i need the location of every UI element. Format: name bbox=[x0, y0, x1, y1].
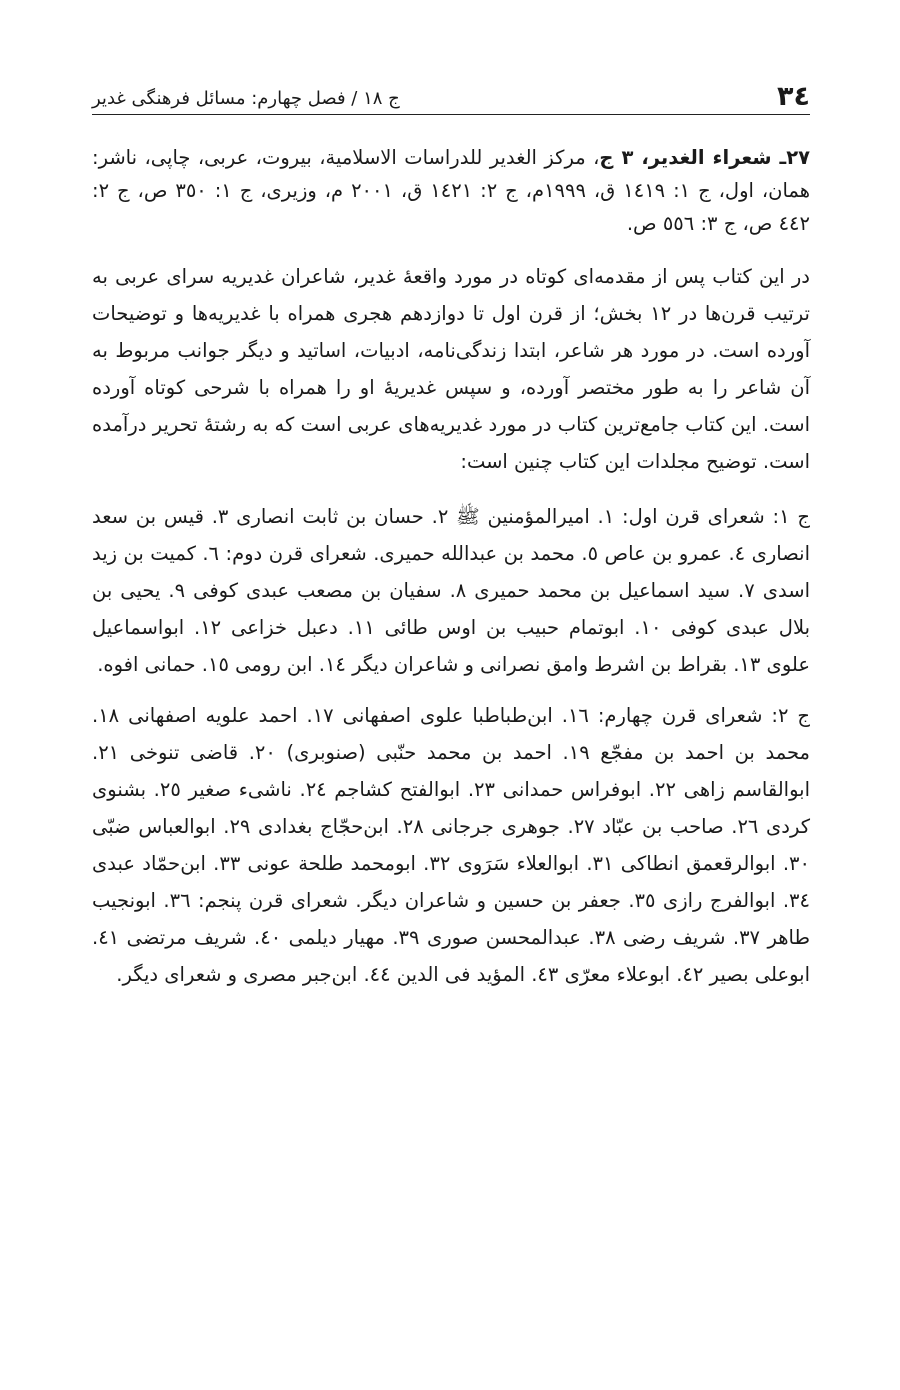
book-page bbox=[92, 60, 810, 993]
running-head: ج ١٨ / فصل چهارم: مسائل فرهنگی غدیر bbox=[92, 88, 400, 109]
volume-1-paragraph: ج ١: شعرای قرن اول: ١. امیرالمؤمنین ﷺ ٢. حسان بن ثابت انصاری ٣. قیس بن سعد انصاری ٤. عمرو بن عاص ٥. محمد بن عبدالله حمیری. شعرای قرن دوم: ٦. کمیت بن زید اسدی ٧. سید اسماعیل بن محمد حمیری ٨. سفیان بن مصعب عبدی کوفی ٩. یحیی بن بلال عبدی کوفی ١٠. ابوتمام حبیب بن اوس طائی ١١. دعبل خزاعی ١٢. ابواسماعیل علوی ١٣. بقراط بن اشرط وامق نصرانی و شاعران دیگر ١٤. ابن رومی ١٥. حمانی افوه. bbox=[92, 505, 811, 676]
paragraph-gap bbox=[92, 480, 810, 498]
page-number: ٣٤ bbox=[777, 81, 810, 112]
description-paragraph: در این کتاب پس از مقدمه‌ای کوتاه در مورد واقعهٔ غدیر، شاعران غدیریه سرای عربی به ترتیب قرن‌ها در ١٢ بخش؛ از قرن اول تا دوازدهم هجری همراه با غدیریه‌ها و توضیحات آورده است. در مورد هر شاعر، ابتدا زندگی‌نامه، ادبیات، اساتید و دیگر جوانب مربوط به آن شاعر را به طور مختصر آورده، و سپس غدیریهٔ او را همراه با شرحی کوتاه آورده است. این کتاب جامع‌ترین کتاب در مورد غدیریه‌های عربی است که به رشتهٔ تحریر درآمده است. توضیح مجلدات این کتاب چنین است: bbox=[92, 265, 810, 473]
entry-title: ٢٧ـ شعراء الغدیر، ٣ ج bbox=[599, 146, 810, 169]
paragraph-gap bbox=[92, 683, 810, 697]
volume-2-paragraph: ج ٢: شعرای قرن چهارم: ١٦. ابن‌طباطبا علوی اصفهانی ١٧. احمد علویه اصفهانی ١٨. محمد بن احمد بن مفجّع ١٩. احمد بن محمد حنّبی (صنوبری) ٢٠. قاضی تنوخی ٢١. ابوالقاسم زاهی ٢٢. ابوفراس حمدانی ٢٣. ابوالفتح کشاجم ٢٤. ناشیء صغیر ٢٥. بشنوی کردی ٢٦. صاحب بن عبّاد ٢٧. جوهری جرجانی ٢٨. ابن‌حجّاج بغدادی ٢٩. ابوالعباس ضبّی ٣٠. ابوالرقعمق انطاکی ٣١. ابوالعلاء سَرَوی ٣٢. ابومحمد طلحة عونی ٣٣. ابن‌حمّاد عبدی ٣٤. ابوالفرج رازی ٣٥. جعفر بن حسین و شاعران دیگر. شعرای قرن پنجم: ٣٦. ابونجیب طاهر ٣٧. شریف رضی ٣٨. عبدالمحسن صوری ٣٩. مهیار دیلمی ٤٠. شریف مرتضی ٤١. ابوعلی بصیر ٤٢. ابوعلاء معرّی ٤٣. المؤید فی الدین ٤٤. ابن‌جبر مصری و شعرای دیگر. bbox=[92, 704, 811, 986]
page-header bbox=[92, 60, 810, 115]
entry-details: ، مرکز الغدیر للدراسات الاسلامیة، بیروت، عربی، چاپی، ناشر: همان، اول، ج ١: ١٤١٩ ق، ١٩٩٩م، ج ٢: ١٤٢١ ق، ٢٠٠١ م، وزیری، ج ١: ٣٥٠ ص، ج ٢: ٤٤٢ ص، ج ٣: ٥٥٦ ص. bbox=[92, 146, 810, 235]
bibliography-entry bbox=[92, 141, 810, 240]
